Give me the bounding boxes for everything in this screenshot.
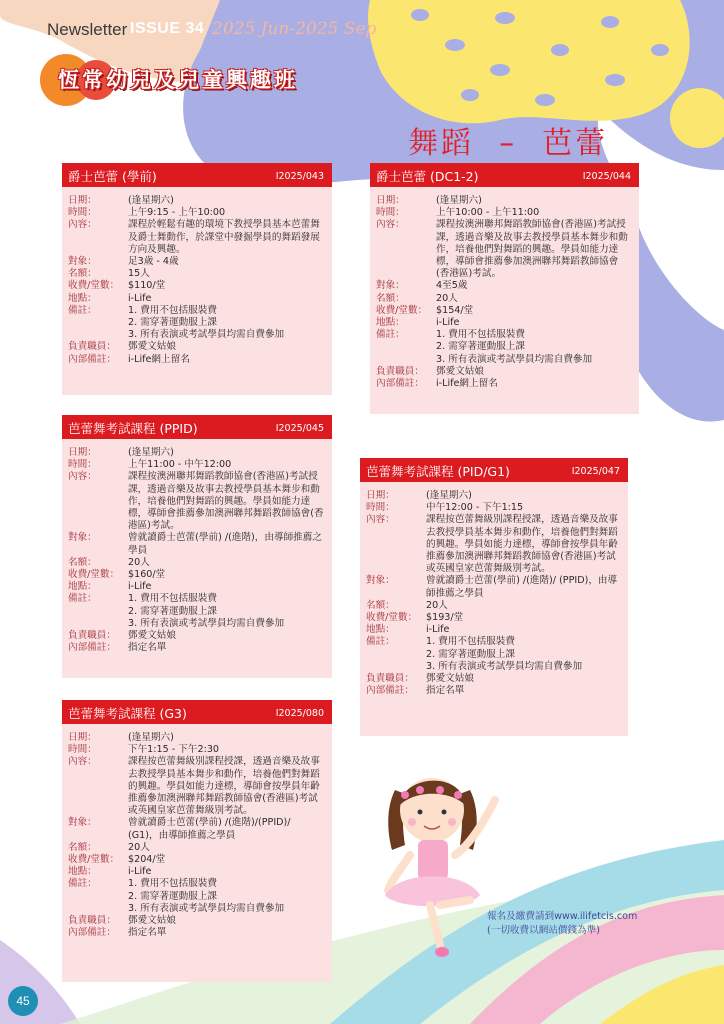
course-name: 爵士芭蕾 (DC1-2) — [376, 169, 479, 184]
registration-note — [487, 910, 637, 938]
note-item: 2. 需穿著運動服上課 — [128, 605, 217, 617]
venue-label: 地點： — [376, 317, 405, 329]
content-label: 內容： — [68, 756, 97, 768]
content-label: 內容： — [68, 471, 97, 483]
venue-label: 地點： — [68, 866, 97, 878]
quota-label: 名額： — [68, 556, 97, 568]
course-header — [370, 163, 639, 187]
fee-label: 收費/堂數： — [366, 612, 418, 624]
course-code: I2025/080 — [275, 708, 324, 719]
fee-label: 收費/堂數： — [68, 854, 120, 866]
course-staff: 鄧愛文姑娘 — [128, 630, 176, 642]
note-item: 1. 費用不包括服裝費 — [426, 636, 515, 648]
course-venue: i-Life — [128, 581, 152, 593]
staff-label: 負責職員： — [68, 341, 116, 353]
note-item: 2. 需穿著運動服上課 — [436, 341, 525, 353]
note-item: 1. 費用不包括服裝費 — [128, 304, 217, 316]
note-item: 3. 所有表演或考試學員均需自費參加 — [128, 902, 285, 914]
course-header — [62, 415, 332, 439]
course-quota: 20人 — [436, 292, 458, 304]
course-quota: 20人 — [128, 841, 150, 853]
time-label: 時間： — [366, 502, 395, 514]
course-card — [370, 163, 639, 414]
course-time: 上午9:15 - 上午10:00 — [128, 207, 226, 219]
date-label: 日期： — [366, 490, 395, 501]
course-date: (逢星期六) — [128, 195, 174, 206]
course-quota: 15人 — [128, 268, 150, 280]
target-label: 對象： — [376, 280, 405, 292]
target-label: 對象： — [68, 817, 97, 829]
course-target: 4至5歲 — [436, 280, 468, 292]
category-title: 恆常幼兒及兒童興趣班 — [58, 68, 298, 92]
course-staff: 鄧愛文姑娘 — [128, 341, 176, 353]
page-number: 45 — [8, 986, 38, 1016]
date-label: 日期： — [68, 732, 97, 743]
course-fee: $160/堂 — [128, 569, 166, 581]
note-item: 3. 所有表演或考試學員均需自費參加 — [426, 660, 583, 672]
course-time: 上午10:00 - 上午11:00 — [436, 207, 540, 219]
course-content: 課程按澳洲聯邦舞蹈教師協會(香港區)考試授課，透過音樂及故事去教授學員基本舞步和動作，培養他們對舞蹈的興趣。學員如能力達標，導師會推薦參加澳洲聯邦舞蹈教師協會(香港區)考試。 — [128, 471, 324, 532]
issue-label: ISSUE 34 — [130, 20, 205, 37]
course-fee: $110/堂 — [128, 280, 166, 292]
note-item: 1. 費用不包括服裝費 — [436, 329, 525, 341]
course-content: 課程按芭蕾舞級別課程授課，透過音樂及故事去教授學員基本舞步和動作，培養他們對舞蹈的興趣。學員如能力達標，導師會按學員年齡推薦參加澳洲聯邦舞蹈教師協會(香港區)考試或英國皇家芭蕾舞級別考試。 — [128, 756, 320, 817]
remarks-label: 備註： — [366, 636, 395, 648]
course-date: (逢星期六) — [436, 195, 482, 206]
course-staff: 鄧愛文姑娘 — [436, 365, 484, 377]
note-item: 3. 所有表演或考試學員均需自費參加 — [128, 329, 285, 341]
fee-disclaimer: (一切收費以網站價錢為準) — [487, 925, 601, 936]
course-time: 上午11:00 - 中午12:00 — [128, 459, 232, 471]
course-target: 曾就讀爵士芭蕾(學前) /(進階)，由導師推薦之學員 — [128, 532, 322, 556]
course-time: 中午12:00 - 下午1:15 — [426, 502, 524, 514]
date-label: 日期： — [68, 195, 97, 206]
course-staff: 鄧愛文姑娘 — [426, 673, 474, 685]
registration-link[interactable]: 報名及繳費請到www.ilifetcis.com — [487, 911, 638, 922]
fee-label: 收費/堂數： — [68, 569, 120, 581]
course-content: 課程按澳洲聯邦舞蹈教師協會(香港區)考試授課，透過音樂及故事去教授學員基本舞步和動作，培養他們對舞蹈的興趣。學員如能力達標，導師會推薦參加澳洲聯邦舞蹈教師協會(香港區)考試。 — [436, 219, 628, 280]
course-venue: i-Life — [436, 317, 460, 329]
course-name: 芭蕾舞考試課程 (PID/G1) — [366, 464, 510, 479]
course-internal: 指定名單 — [426, 685, 465, 697]
note-item: 3. 所有表演或考試學員均需自費參加 — [436, 353, 593, 365]
course-quota: 20人 — [426, 599, 448, 611]
course-target: 足3歲 - 4歲 — [128, 256, 179, 268]
quota-label: 名額： — [376, 292, 405, 304]
course-internal: i-Life網上留名 — [436, 378, 498, 390]
course-target: 曾就讀爵士芭蕾(學前) /(進階)/ (PPID)，由導師推薦之學員 — [426, 575, 618, 599]
issue-period: 2025 Jun-2025 Sep — [212, 19, 377, 39]
remarks-label: 備註： — [68, 878, 97, 890]
course-internal: 指定名單 — [128, 642, 167, 654]
course-code: I2025/043 — [275, 171, 324, 182]
course-notes — [426, 636, 620, 673]
staff-label: 負責職員： — [68, 915, 116, 927]
course-code: I2025/045 — [275, 423, 324, 434]
staff-label: 負責職員： — [376, 365, 424, 377]
note-item: 3. 所有表演或考試學員均需自費參加 — [128, 617, 285, 629]
course-header — [360, 458, 628, 482]
course-staff: 鄧愛文姑娘 — [128, 915, 176, 927]
course-fee: $193/堂 — [426, 612, 464, 624]
time-label: 時間： — [68, 744, 97, 756]
internal-label: 內部備註： — [376, 378, 424, 390]
content-label: 內容： — [376, 219, 405, 231]
staff-label: 負責職員： — [68, 630, 116, 642]
course-venue: i-Life — [426, 624, 450, 636]
fee-label: 收費/堂數： — [376, 304, 428, 316]
time-label: 時間： — [68, 207, 97, 219]
course-code: I2025/044 — [582, 171, 631, 182]
fee-label: 收費/堂數： — [68, 280, 120, 292]
course-notes — [128, 878, 324, 915]
course-notes — [128, 305, 324, 342]
course-card — [62, 163, 332, 395]
note-item: 2. 需穿著運動服上課 — [128, 890, 217, 902]
content-label: 內容： — [366, 514, 395, 526]
note-item: 2. 需穿著運動服上課 — [128, 317, 217, 329]
course-name: 爵士芭蕾 (學前) — [68, 169, 157, 184]
venue-label: 地點： — [366, 624, 395, 636]
venue-label: 地點： — [68, 581, 97, 593]
remarks-label: 備註： — [376, 329, 405, 341]
course-code: I2025/047 — [571, 466, 620, 477]
course-fee: $154/堂 — [436, 304, 474, 316]
quota-label: 名額： — [68, 268, 97, 280]
course-venue: i-Life — [128, 866, 152, 878]
course-internal: i-Life網上留名 — [128, 353, 190, 365]
note-item: 1. 費用不包括服裝費 — [128, 593, 217, 605]
target-label: 對象： — [366, 575, 395, 587]
course-internal: 指定名單 — [128, 927, 167, 939]
internal-label: 內部備註： — [68, 642, 116, 654]
course-notes — [436, 329, 631, 366]
time-label: 時間： — [68, 459, 97, 471]
remarks-label: 備註： — [68, 304, 97, 316]
course-card — [62, 700, 332, 982]
course-fee: $204/堂 — [128, 854, 166, 866]
course-date: (逢星期六) — [426, 490, 472, 501]
course-header — [62, 163, 332, 187]
quota-label: 名額： — [68, 841, 97, 853]
venue-label: 地點： — [68, 292, 97, 304]
target-label: 對象： — [68, 532, 97, 544]
date-label: 日期： — [376, 195, 405, 206]
page-title: 舞蹈 – 芭蕾 — [408, 126, 609, 161]
internal-label: 內部備註： — [68, 927, 116, 939]
note-item: 1. 費用不包括服裝費 — [128, 878, 217, 890]
course-time: 下午1:15 - 下午2:30 — [128, 744, 220, 756]
course-card — [62, 415, 332, 678]
course-header — [62, 700, 332, 724]
content-label: 內容： — [68, 219, 97, 231]
target-label: 對象： — [68, 256, 97, 268]
course-date: (逢星期六) — [128, 732, 174, 743]
remarks-label: 備註： — [68, 593, 97, 605]
internal-label: 內部備註： — [68, 353, 116, 365]
course-name: 芭蕾舞考試課程 (G3) — [68, 706, 187, 721]
course-date: (逢星期六) — [128, 447, 174, 458]
date-label: 日期： — [68, 447, 97, 458]
course-card — [360, 458, 628, 736]
course-quota: 20人 — [128, 556, 150, 568]
note-item: 2. 需穿著運動服上課 — [426, 648, 515, 660]
course-venue: i-Life — [128, 292, 152, 304]
staff-label: 負責職員： — [366, 673, 414, 685]
internal-label: 內部備註： — [366, 685, 414, 697]
course-notes — [128, 593, 324, 630]
time-label: 時間： — [376, 207, 405, 219]
course-content: 課程按芭蕾舞級別課程授課，透過音樂及故事去教授學員基本舞步和動作，培養他們對舞蹈的興趣。學員如能力達標，導師會按學員年齡推薦參加澳洲聯邦舞蹈教師協會(香港區)考試或英國皇家芭蕾舞級別考試。 — [426, 514, 618, 575]
course-content: 課程於輕鬆有趣的環境下教授學員基本芭蕾舞及爵士舞動作，於課堂中發掘學員的舞蹈發展方向及興趣。 — [128, 219, 320, 255]
course-name: 芭蕾舞考試課程 (PPID) — [68, 421, 198, 436]
newsletter-label: Newsletter — [47, 20, 128, 39]
quota-label: 名額： — [366, 599, 395, 611]
course-target: 曾就讀爵士芭蕾(學前) /(進階)/(PPID)/ (G1)，由導師推薦之學員 — [128, 817, 291, 841]
